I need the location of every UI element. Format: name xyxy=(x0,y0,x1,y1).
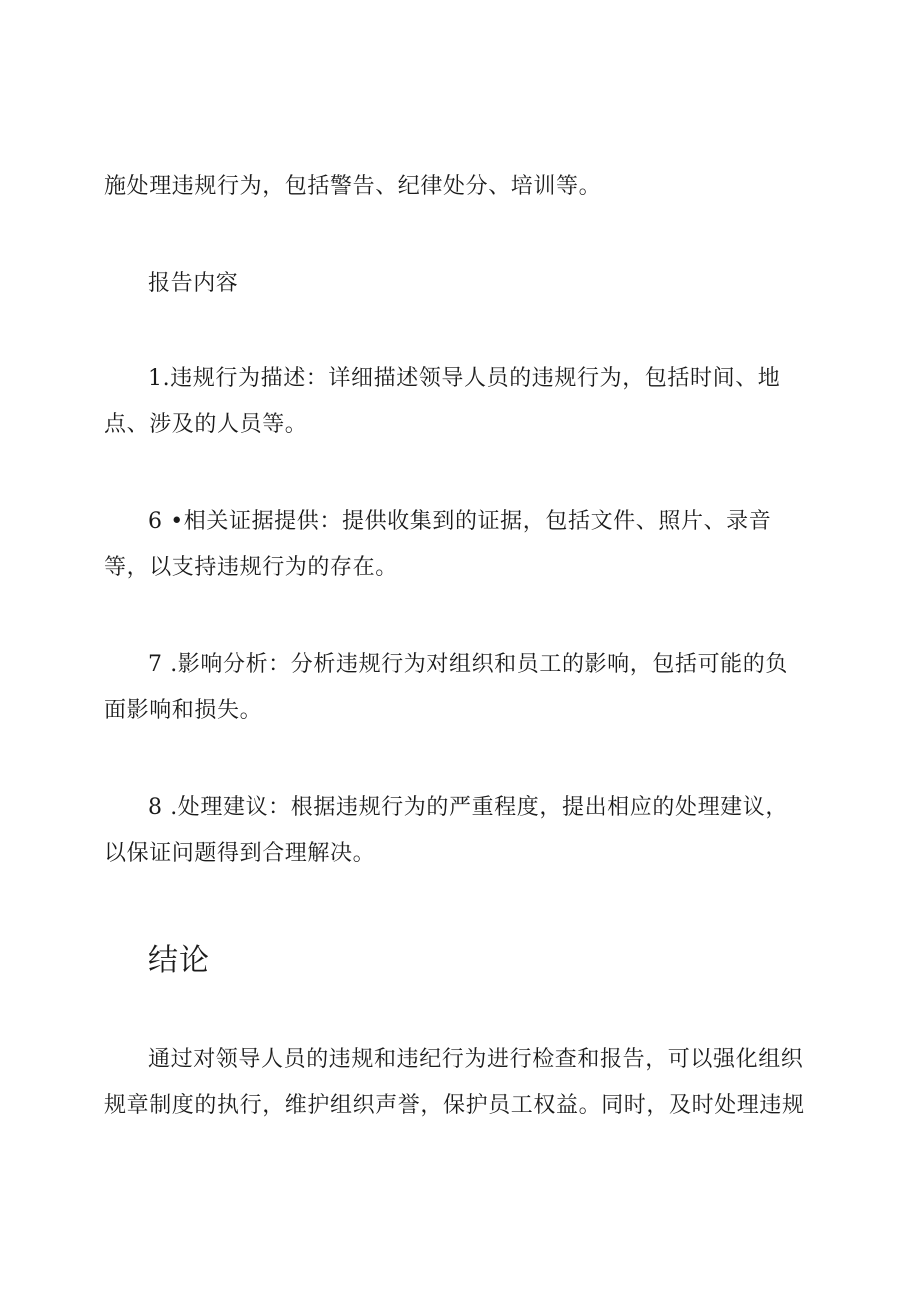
conclusion-line-1: 通过对领导人员的违规和违纪行为进行检查和报告，可以强化组织 xyxy=(148,1047,804,1072)
item-7-line-1: 7 .影响分析：分析违规行为对组织和员工的影响，包括可能的负 xyxy=(148,652,788,677)
item-1-line-2: 点、涉及的人员等。 xyxy=(104,412,308,437)
item-7-line-2: 面影响和损失。 xyxy=(104,698,263,723)
conclusion-line-2: 规章制度的执行，维护组织声誉，保护员工权益。同时，及时处理违规 xyxy=(104,1093,805,1118)
item-8-line-1: 8 .处理建议：根据违规行为的严重程度，提出相应的处理建议， xyxy=(148,795,788,820)
item-1-line-1: 1.违规行为描述：详细描述领导人员的违规行为，包括时间、地 xyxy=(148,366,781,391)
section-title-report-content: 报告内容 xyxy=(148,271,239,296)
carryover-paragraph: 施处理违规行为，包括警告、纪律处分、培训等。 xyxy=(104,174,602,199)
conclusion-heading: 结论 xyxy=(148,943,210,978)
item-6-line-1: 6 •相关证据提供：提供收集到的证据，包括文件、照片、录音 xyxy=(148,509,772,534)
item-8-line-2: 以保证问题得到合理解决。 xyxy=(104,841,376,866)
item-6-line-2: 等，以支持违规行为的存在。 xyxy=(104,555,398,580)
